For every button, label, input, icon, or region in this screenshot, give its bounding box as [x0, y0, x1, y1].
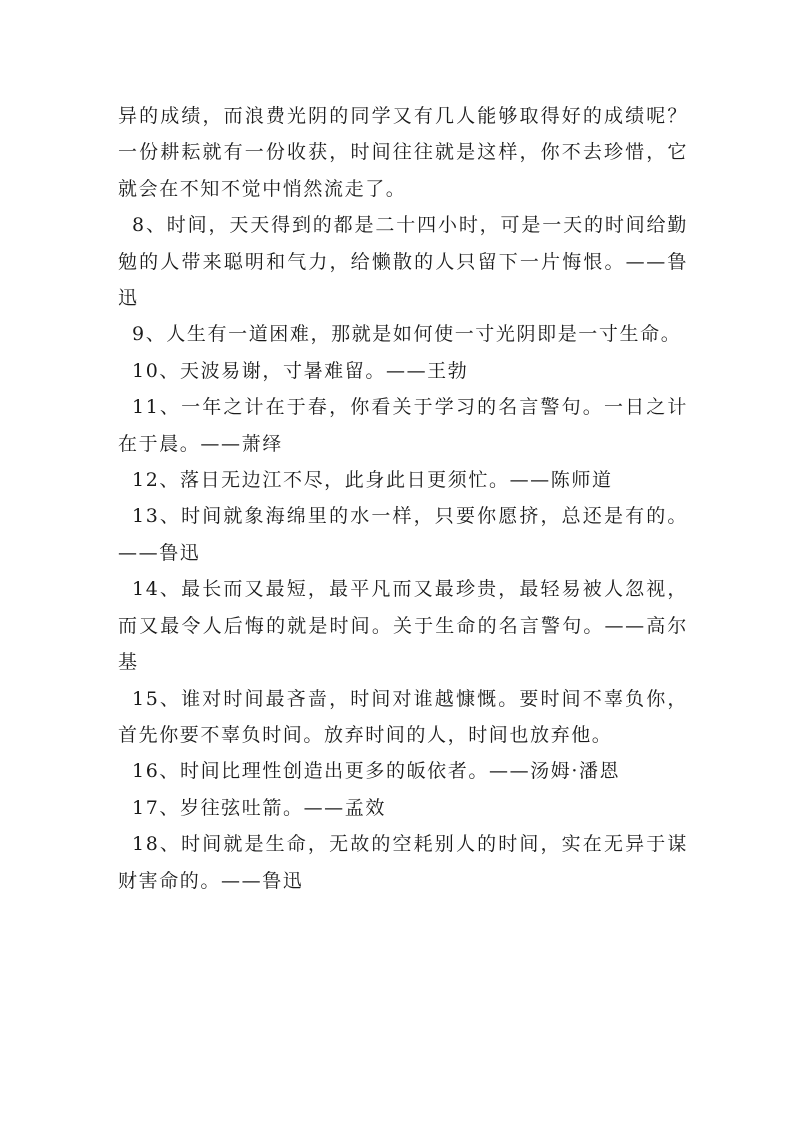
quote-text: 18、时间就是生命，无故的空耗别人的时间，实在无异于谋财害命的。——鲁迅 [118, 833, 688, 892]
quote-item-15 [118, 681, 688, 754]
quote-item-8 [118, 207, 688, 316]
quote-text: 17、岁往弦吐箭。——孟效 [132, 796, 386, 819]
quote-text: 15、谁对时间最吝啬，时间对谁越慷慨。要时间不辜负你，首先你要不辜负时间。放弃时间的人，时间也放弃他。 [118, 687, 688, 746]
quote-text: 8、时间，天天得到的都是二十四小时，可是一天的时间给勤勉的人带来聪明和气力，给懒散的人只留下一片悔恨。——鲁迅 [118, 214, 688, 310]
document-body [118, 98, 688, 899]
quote-item-13 [118, 498, 688, 571]
paragraph-continuation [118, 98, 688, 207]
quote-text: 11、一年之计在于春，你看关于学习的名言警句。一日之计在于晨。——萧绎 [118, 396, 688, 455]
quote-item-16 [118, 753, 688, 789]
quote-item-14 [118, 571, 688, 680]
quote-text: 9、人生有一道困难，那就是如何使一寸光阴即是一寸生命。 [132, 323, 682, 346]
paragraph-text: 异的成绩，而浪费光阴的同学又有几人能够取得好的成绩呢？一份耕耘就有一份收获，时间往往就是这样，你不去珍惜，它就会在不知不觉中悄然流走了。 [118, 105, 688, 200]
quote-item-9 [118, 316, 688, 352]
quote-text: 16、时间比理性创造出更多的皈依者。——汤姆·潘恩 [132, 760, 621, 783]
quote-item-17 [118, 790, 688, 826]
quote-item-12 [118, 462, 688, 498]
quote-item-18 [118, 826, 688, 899]
quote-item-11 [118, 389, 688, 462]
quote-text: 14、最长而又最短，最平凡而又最珍贵，最轻易被人忽视，而又最令人后悔的就是时间。关于生命的名言警句。——高尔基 [118, 578, 688, 674]
quote-text: 10、天波易谢，寸暑难留。——王勃 [132, 359, 469, 382]
quote-text: 12、落日无边江不尽，此身此日更须忙。——陈师道 [132, 469, 613, 492]
quote-item-10 [118, 353, 688, 389]
quote-text: 13、时间就象海绵里的水一样，只要你愿挤，总还是有的。——鲁迅 [118, 505, 688, 564]
